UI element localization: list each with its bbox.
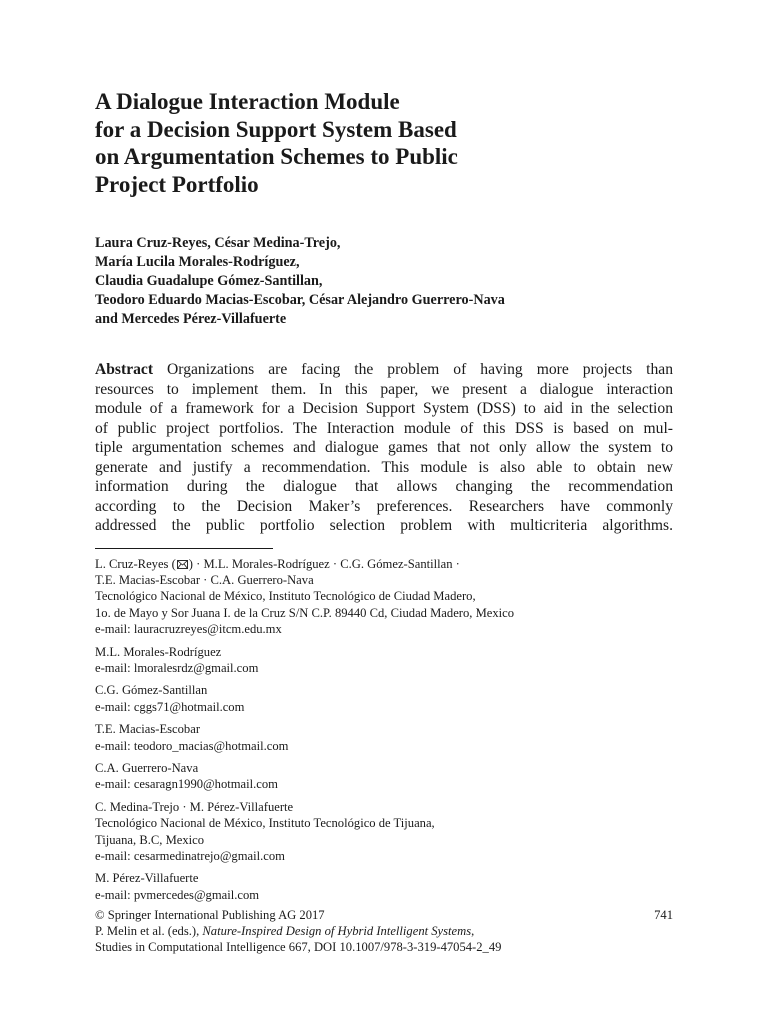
abstract-line: addressed the public portfolio selection problem with multicriteria algorithms. xyxy=(95,517,673,534)
affiliation-line: 1o. de Mayo y Sor Juana I. de la Cruz S/N C.P. 89440 Cd, Ciudad Madero, Mexico xyxy=(95,605,515,620)
affiliation-line: C.A. Guerrero-Nava xyxy=(95,761,199,776)
abstract xyxy=(95,360,673,536)
affiliation-block xyxy=(95,760,514,792)
series-line: Studies in Computational Intelligence 667, DOI 10.1007/978-3-319-47054-2_49 xyxy=(95,940,502,955)
affiliation-line: Tecnológico Nacional de México, Instituto Tecnológico de Ciudad Madero, xyxy=(95,589,476,604)
affiliations xyxy=(95,556,514,909)
author-line: Teodoro Eduardo Macias-Escobar, César Alejandro Guerrero-Nava xyxy=(95,292,505,308)
affiliation-line: C.G. Gómez-Santillan xyxy=(95,683,208,698)
affiliation-block xyxy=(95,799,514,864)
author-line: Claudia Guadalupe Gómez-Santillan, xyxy=(95,273,323,289)
editors-line xyxy=(95,923,673,939)
affiliation-line: Tecnológico Nacional de México, Instituto Tecnológico de Tijuana, xyxy=(95,816,435,831)
footnote-divider xyxy=(95,548,273,549)
abstract-line: resources to implement them. In this paper, we present a dialogue interaction xyxy=(95,380,673,398)
copyright-line: © Springer International Publishing AG 2017 xyxy=(95,908,325,922)
affiliation-line: C. Medina-Trejo · M. Pérez-Villafuerte xyxy=(95,800,294,815)
author-line: and Mercedes Pérez-Villafuerte xyxy=(95,311,287,327)
author-line: María Lucila Morales-Rodríguez, xyxy=(95,254,300,270)
abstract-line: information during the dialogue that allows changing the recommendation xyxy=(95,478,673,495)
affiliation-block xyxy=(95,721,514,753)
email-line: e-mail: cesarmedinatrejo@gmail.com xyxy=(95,848,285,863)
coauthors: ) · M.L. Morales-Rodríguez · C.G. Gómez-Santillan · xyxy=(188,557,460,571)
abstract-label: Abstract xyxy=(95,361,154,378)
abstract-line: according to the Decision Maker’s preferences. Researchers have commonly xyxy=(95,497,673,515)
email-line: e-mail: lauracruzreyes@itcm.edu.mx xyxy=(95,621,282,636)
abstract-line: tiple argumentation schemes and dialogue games that not only allow the system to xyxy=(95,439,673,456)
affiliation-line: M.L. Morales-Rodríguez xyxy=(95,644,222,659)
email-line: e-mail: teodoro_macias@hotmail.com xyxy=(95,738,289,753)
title-line: on Argumentation Schemes to Public xyxy=(95,144,458,169)
abstract-line xyxy=(95,360,673,380)
email-line: e-mail: lmoralesrdz@gmail.com xyxy=(95,660,259,675)
publication-footer xyxy=(95,907,673,956)
email-line: e-mail: cesaragn1990@hotmail.com xyxy=(95,777,278,792)
email-line: e-mail: pvmercedes@gmail.com xyxy=(95,887,260,902)
editors-punct: , xyxy=(471,924,475,939)
editors-text: P. Melin et al. (eds.), xyxy=(95,924,203,939)
affiliation-line: T.E. Macias-Escobar · C.A. Guerrero-Nava xyxy=(95,573,314,588)
title-line: for a Decision Support System Based xyxy=(95,116,457,142)
title-line: A Dialogue Interaction Module xyxy=(95,89,400,114)
affiliation-line: T.E. Macias-Escobar xyxy=(95,722,201,737)
corresponding-author: L. Cruz-Reyes ( xyxy=(95,557,176,571)
page-number: 741 xyxy=(654,908,673,922)
title-line: Project Portfolio xyxy=(95,171,259,197)
affiliation-block xyxy=(95,644,514,676)
abstract-line: generate and justify a recommendation. This module is also able to obtain new xyxy=(95,458,673,476)
envelope-icon xyxy=(177,560,188,569)
affiliation-block xyxy=(95,870,514,902)
affiliation-line xyxy=(95,556,514,572)
affiliation-line: M. Pérez-Villafuerte xyxy=(95,871,199,886)
abstract-text: Organizations are facing the problem of having more projects than xyxy=(167,361,673,378)
email-line: e-mail: cggs71@hotmail.com xyxy=(95,699,245,714)
author-line: Laura Cruz-Reyes, César Medina-Trejo, xyxy=(95,235,341,251)
affiliation-block xyxy=(95,682,514,714)
book-title: Nature-Inspired Design of Hybrid Intelligent Systems xyxy=(202,924,472,939)
abstract-line: module of a framework for a Decision Support System (DSS) to aid in the selection xyxy=(95,400,673,417)
abstract-line: of public project portfolios. The Interaction module of this DSS is based on mul- xyxy=(95,419,673,437)
paper-title xyxy=(95,88,458,198)
affiliation-line: Tijuana, B.C, Mexico xyxy=(95,832,205,847)
affiliation-block xyxy=(95,556,514,637)
author-list xyxy=(95,234,505,329)
